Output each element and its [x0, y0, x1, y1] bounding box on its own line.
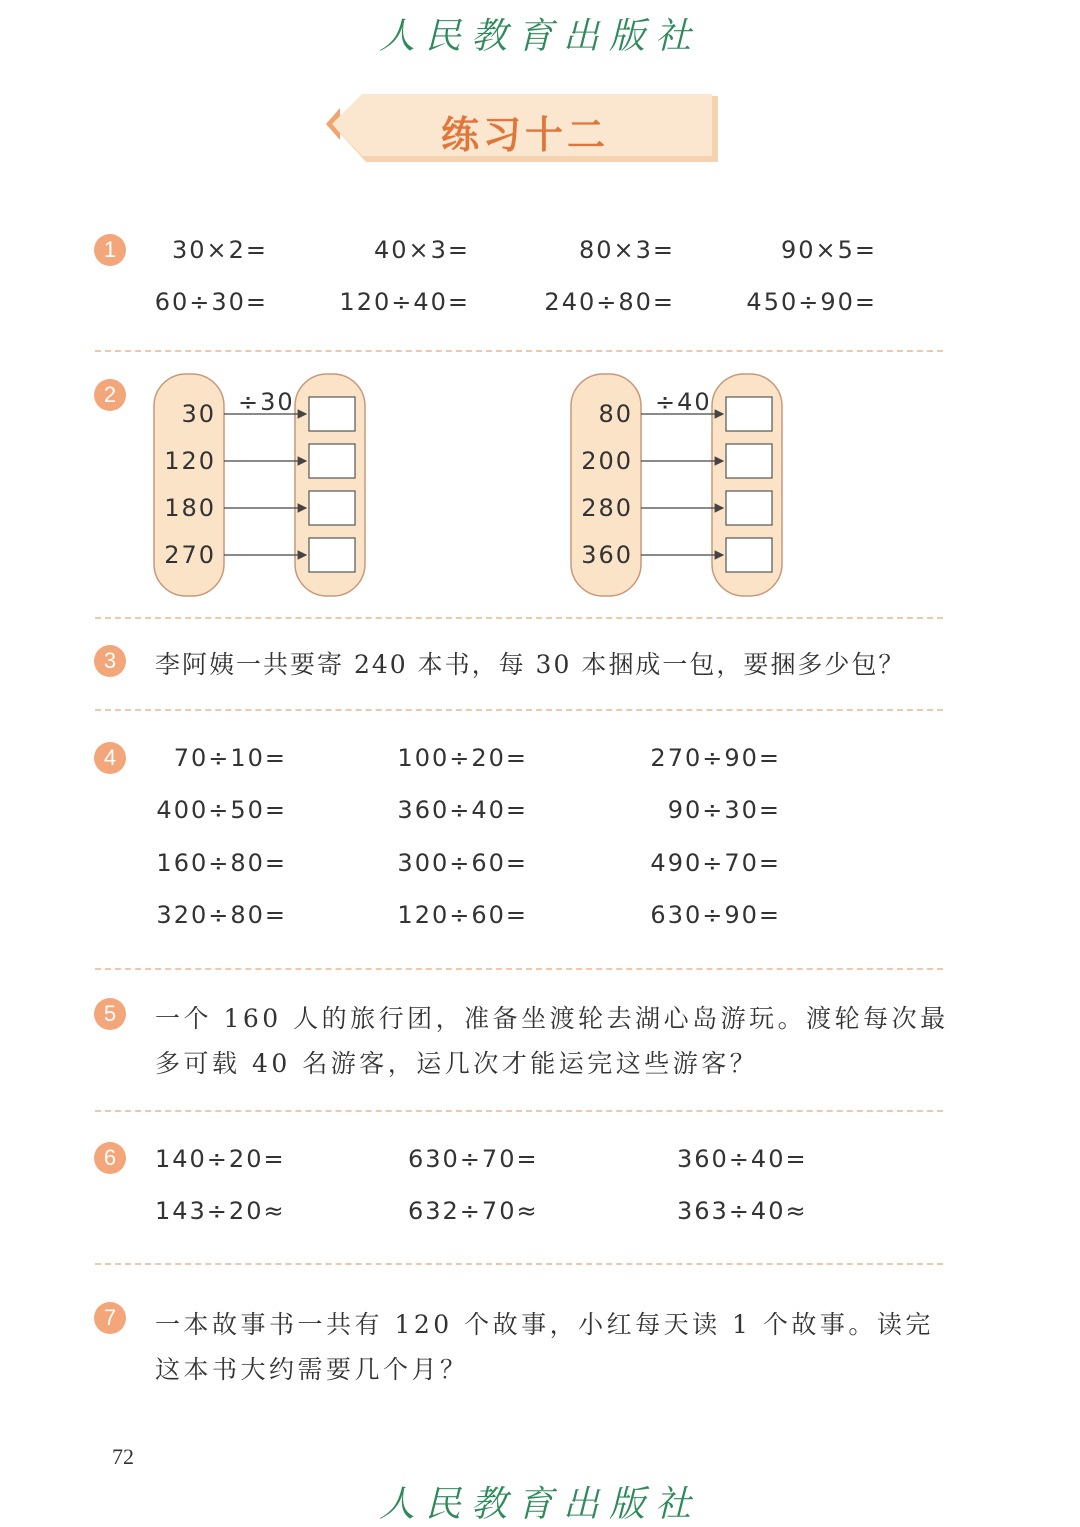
q4-equation: 270÷90= [650, 744, 781, 772]
q4-equation: 160÷80= [156, 849, 287, 877]
page-number: 72 [112, 1444, 134, 1469]
question-number-1: 1 [94, 234, 126, 266]
q4-equation: 100÷20= [397, 744, 528, 772]
q6-equation: 143÷20≈ [155, 1197, 286, 1225]
answer-box[interactable] [309, 491, 355, 525]
q6-equation: 632÷70≈ [408, 1197, 539, 1225]
question-number-7: 7 [94, 1302, 126, 1334]
input-value: 270 [164, 541, 216, 569]
operator-label: ÷30 [238, 388, 295, 416]
q4-equation: 300÷60= [397, 849, 528, 877]
q1-equation: 80×3= [578, 236, 675, 264]
input-value: 280 [581, 494, 633, 522]
publisher-footer: 人民教育出版社 [378, 1484, 701, 1525]
word-problem-text: 一本故事书一共有 120 个故事，小红每天读 1 个故事。读完 [155, 1310, 934, 1339]
q4-equation: 120÷60= [397, 901, 528, 929]
q6-equation: 360÷40= [677, 1145, 808, 1173]
q4-equation: 320÷80= [156, 901, 287, 929]
input-value: 120 [164, 447, 216, 475]
section-divider [95, 709, 943, 711]
question-number-6: 6 [94, 1142, 126, 1174]
answer-box[interactable] [309, 397, 355, 431]
q1-equation: 450÷90= [746, 288, 877, 316]
word-problem-text: 李阿姨一共要寄 240 本书，每 30 本捆成一包，要捆多少包？ [155, 650, 906, 679]
input-value: 80 [598, 400, 633, 428]
question-number-3: 3 [94, 645, 126, 677]
section-divider [95, 968, 943, 970]
page-title: 练习十二 [440, 112, 609, 157]
q1-equation: 240÷80= [544, 288, 675, 316]
section-divider [95, 350, 943, 352]
q4-equation: 360÷40= [397, 796, 528, 824]
q6-equation: 363÷40≈ [677, 1197, 808, 1225]
answer-box[interactable] [309, 444, 355, 478]
q1-equation: 90×5= [780, 236, 877, 264]
answer-box[interactable] [309, 538, 355, 572]
question-number-4: 4 [94, 742, 126, 774]
word-problem-text: 多可载 40 名游客，运几次才能运完这些游客？ [155, 1049, 759, 1078]
q1-equation: 60÷30= [154, 288, 268, 316]
q4-equation: 490÷70= [650, 849, 781, 877]
q1-equation: 30×2= [171, 236, 268, 264]
section-divider [95, 1110, 943, 1112]
answer-box[interactable] [726, 538, 772, 572]
q6-equation: 140÷20= [155, 1145, 286, 1173]
q4-equation: 400÷50= [156, 796, 287, 824]
publisher-header: 人民教育出版社 [378, 16, 701, 57]
question-number-2: 2 [94, 379, 126, 411]
section-divider [95, 617, 943, 619]
q4-equation: 70÷10= [173, 744, 287, 772]
answer-box[interactable] [726, 491, 772, 525]
word-problem-text: 这本书大约需要几个月？ [155, 1355, 469, 1384]
division-diagram-right [567, 370, 797, 600]
question-number-5: 5 [94, 998, 126, 1030]
answer-box[interactable] [726, 397, 772, 431]
q1-equation: 120÷40= [339, 288, 470, 316]
operator-label: ÷40 [655, 388, 712, 416]
q1-equation: 40×3= [373, 236, 470, 264]
section-divider [95, 1263, 943, 1265]
q4-equation: 90÷30= [667, 796, 781, 824]
division-diagram-left [150, 370, 380, 600]
input-value: 200 [581, 447, 633, 475]
word-problem-text: 一个 160 人的旅行团，准备坐渡轮去湖心岛游玩。渡轮每次最 [155, 1004, 949, 1033]
q4-equation: 630÷90= [650, 901, 781, 929]
input-value: 360 [581, 541, 633, 569]
q6-equation: 630÷70= [408, 1145, 539, 1173]
input-value: 180 [164, 494, 216, 522]
input-value: 30 [181, 400, 216, 428]
answer-box[interactable] [726, 444, 772, 478]
